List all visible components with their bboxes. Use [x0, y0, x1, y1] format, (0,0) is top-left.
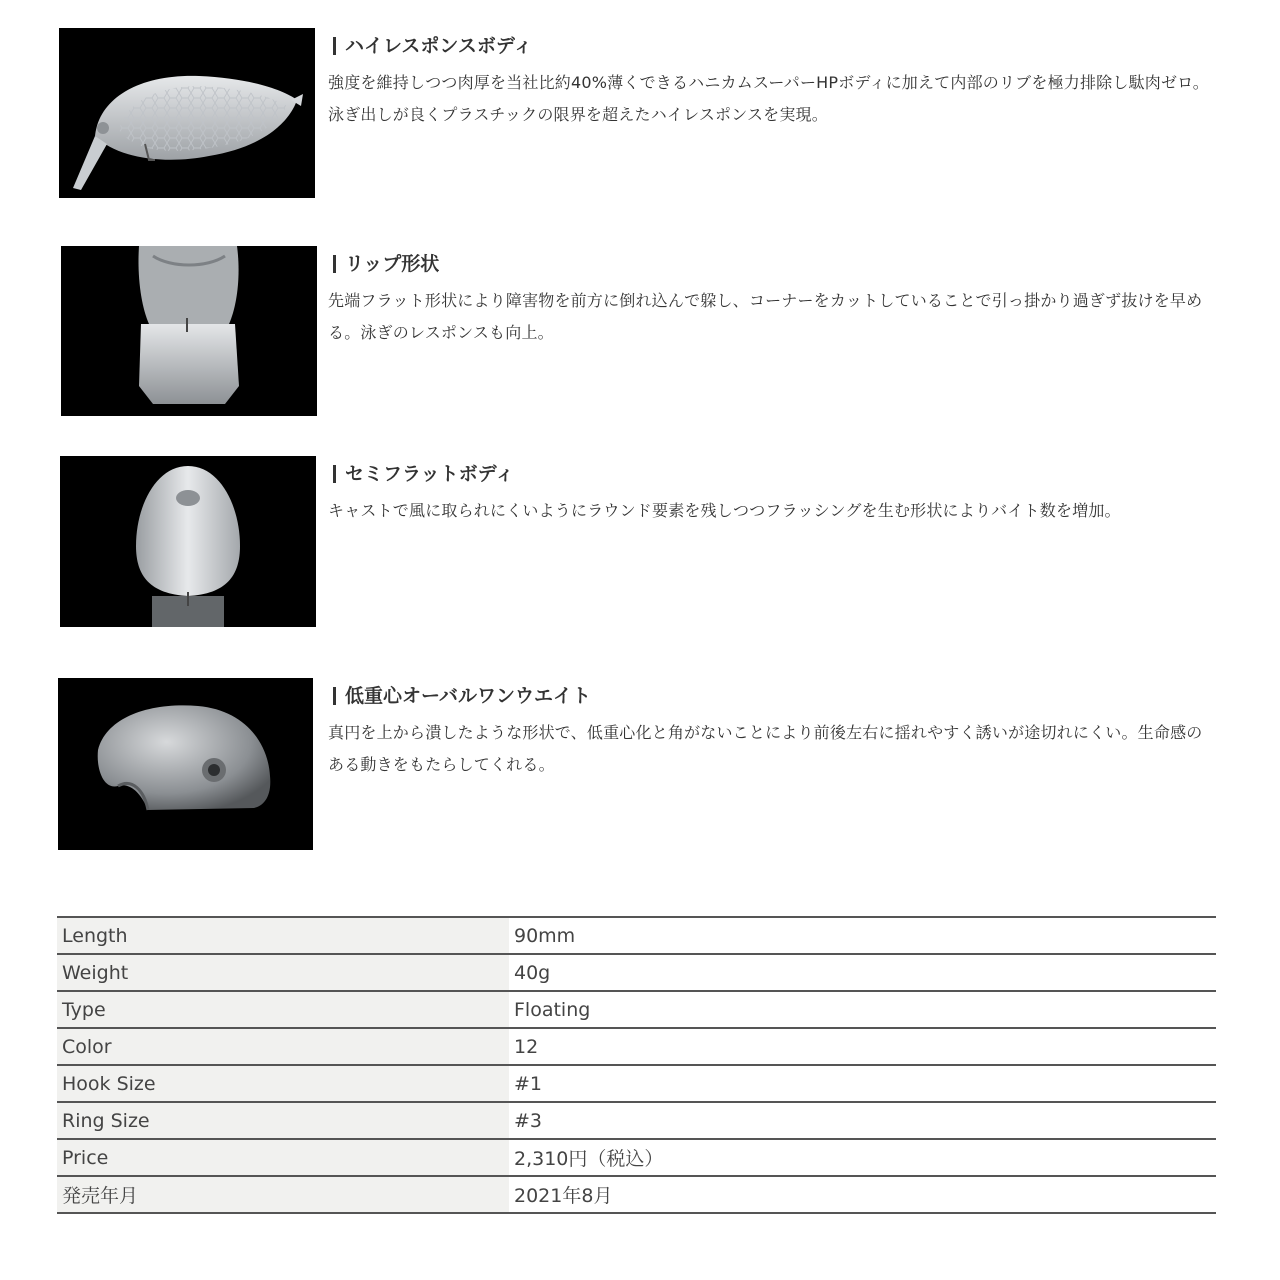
table-row — [57, 1028, 1216, 1065]
table-row — [57, 1065, 1216, 1102]
spec-value: Floating — [509, 991, 1216, 1028]
table-row — [57, 917, 1216, 954]
table-row — [57, 1176, 1216, 1213]
spec-label: Length — [57, 917, 509, 954]
lip-illustration — [61, 246, 317, 416]
spec-table — [57, 916, 1216, 1214]
title-bar-marker — [333, 255, 336, 273]
table-row — [57, 991, 1216, 1028]
feature-title — [328, 461, 1228, 487]
feature-description: 先端フラット形状により障害物を前方に倒れ込んで躱し、コーナーをカットしていることで引っ掛かり過ぎず抜けを早める。泳ぎのレスポンスも向上。 — [328, 291, 1203, 342]
feature-title — [328, 251, 1228, 277]
feature-title — [328, 683, 1228, 709]
title-bar-marker — [333, 37, 336, 55]
feature-description: キャストで風に取られにくいようにラウンド要素を残しつつフラッシングを生む形状によりバイト数を増加。 — [328, 501, 1121, 520]
spec-value: 90mm — [509, 917, 1216, 954]
spec-value: #3 — [509, 1102, 1216, 1139]
spec-value: 12 — [509, 1028, 1216, 1065]
title-bar-marker — [333, 465, 336, 483]
spec-label: Ring Size — [57, 1102, 509, 1139]
table-row — [57, 954, 1216, 991]
feature-title-text: セミフラットボディ — [345, 463, 515, 485]
lure-body-image — [59, 28, 315, 198]
oval-weight-illustration — [58, 678, 313, 850]
lure-body-illustration — [59, 28, 315, 198]
title-bar-marker — [333, 687, 336, 705]
spec-value: 40g — [509, 954, 1216, 991]
spec-label: Price — [57, 1139, 509, 1176]
feature-description: 強度を維持しつつ肉厚を当社比約40%薄くできるハニカムスーパーHPボディに加えて内部のリブを極力排除し駄肉ゼロ。泳ぎ出しが良くプラスチックの限界を超えたハイレスポンスを実現。 — [328, 73, 1209, 124]
spec-value: #1 — [509, 1065, 1216, 1102]
lip-image — [61, 246, 317, 416]
feature-title — [328, 33, 1228, 59]
feature-title-text: ハイレスポンスボディ — [345, 35, 533, 57]
table-row — [57, 1102, 1216, 1139]
oval-weight-image — [58, 678, 313, 850]
table-row — [57, 1139, 1216, 1176]
spec-label: Hook Size — [57, 1065, 509, 1102]
feature-description: 真円を上から潰したような形状で、低重心化と角がないことにより前後左右に揺れやすく誘いが途切れにくい。生命感のある動きをもたらしてくれる。 — [328, 723, 1203, 774]
semi-flat-body-illustration — [60, 456, 316, 627]
feature-title-text: 低重心オーバルワンウエイト — [345, 685, 592, 707]
spec-value: 2,310円（税込） — [509, 1139, 1216, 1176]
spec-label: 発売年月 — [57, 1176, 509, 1213]
spec-label: Color — [57, 1028, 509, 1065]
spec-value: 2021年8月 — [509, 1176, 1216, 1213]
spec-label: Weight — [57, 954, 509, 991]
feature-title-text: リップ形状 — [345, 253, 440, 275]
spec-label: Type — [57, 991, 509, 1028]
semi-flat-body-image — [60, 456, 316, 627]
